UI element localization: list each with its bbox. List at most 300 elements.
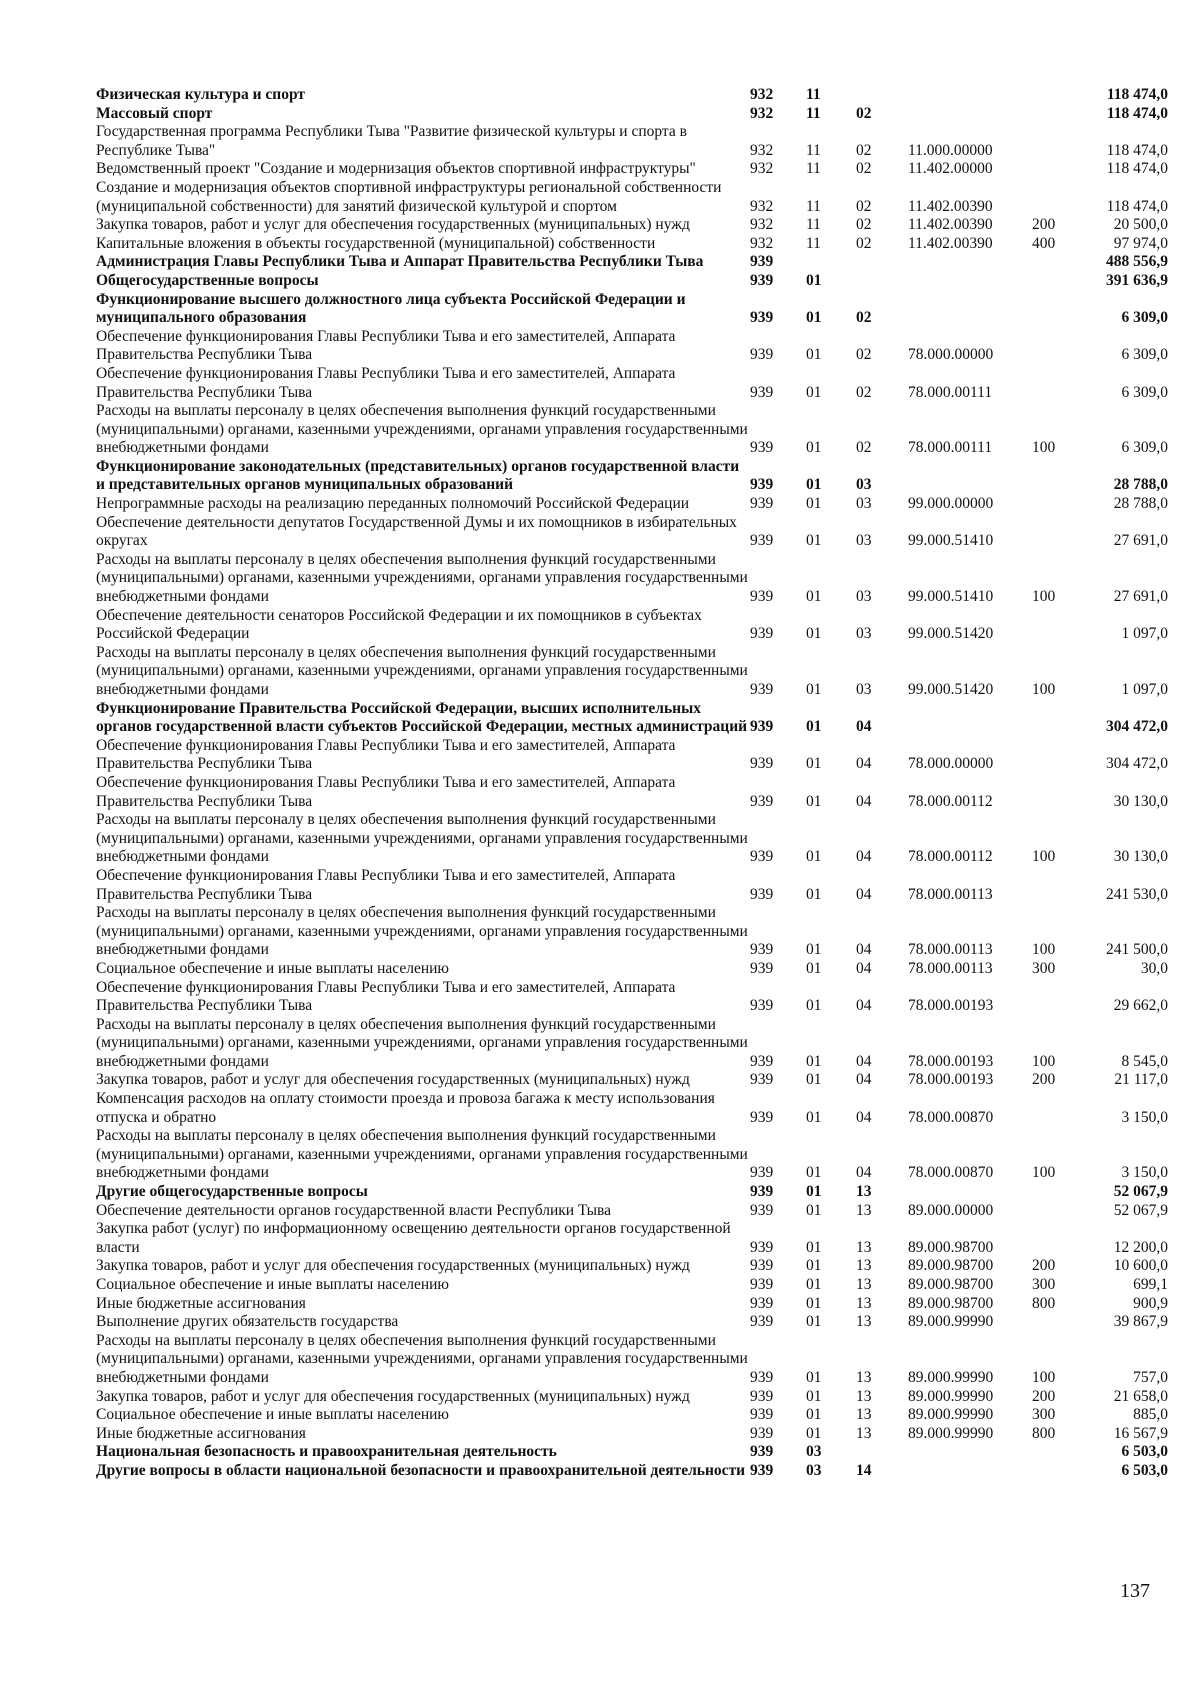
- subsection-code: 02: [856, 234, 872, 252]
- target-item-code: [908, 105, 1032, 124]
- amount: 27 691,0: [1113, 588, 1168, 606]
- subsection-code: 13: [856, 1183, 872, 1201]
- section-code: 01: [806, 681, 822, 698]
- amount: 52 067,9: [1113, 1201, 1168, 1219]
- expense-type-code: [1032, 365, 1092, 402]
- amount: 12 200,0: [1113, 1238, 1168, 1256]
- section-code: 01: [806, 346, 822, 364]
- dept-code: 939: [750, 309, 774, 327]
- amount: 118 474,0: [1106, 104, 1168, 122]
- amount: 118 474,0: [1106, 86, 1168, 103]
- amount: 6 503,0: [1121, 1443, 1168, 1461]
- expense-type-code: [1032, 253, 1092, 272]
- expense-type-code: 800: [1032, 1424, 1056, 1442]
- target-item-code: [908, 458, 1032, 495]
- row-name: Социальное обеспечение и иные выплаты населению: [96, 959, 450, 977]
- dept-code: 939: [750, 941, 774, 959]
- section-code: 11: [806, 234, 821, 252]
- table-row: [96, 1257, 1168, 1276]
- dept-code: 939: [750, 1052, 774, 1070]
- target-item-code: 78.000.00113: [908, 959, 993, 977]
- table-row: [96, 235, 1168, 254]
- dept-code: 939: [750, 1387, 774, 1405]
- target-item-code: 11.402.00390: [908, 197, 993, 215]
- target-item-code: 89.000.98700: [908, 1257, 994, 1275]
- expense-type-code: 300: [1032, 1406, 1056, 1424]
- table-row: [96, 774, 1168, 811]
- target-item-code: [908, 1183, 1032, 1202]
- dept-code: 939: [750, 588, 774, 606]
- dept-code: 939: [750, 1164, 774, 1182]
- table-row: [96, 402, 1168, 458]
- table-row: [96, 1183, 1168, 1202]
- table-row: [96, 960, 1168, 979]
- row-name: Выполнение других обязательств государства: [96, 1313, 399, 1331]
- subsection-code: 13: [856, 1201, 872, 1219]
- section-code: 01: [806, 1164, 822, 1182]
- table-row: [96, 607, 1168, 644]
- subsection-code: 02: [856, 346, 872, 364]
- dept-code: 939: [750, 532, 774, 550]
- amount: 6 309,0: [1121, 346, 1168, 364]
- row-name: Администрация Главы Республики Тыва и Аппарат Правительства Республики Тыва: [96, 253, 704, 271]
- amount: 8 545,0: [1121, 1052, 1168, 1070]
- dept-code: 939: [750, 1238, 774, 1256]
- expense-type-code: 100: [1032, 941, 1056, 959]
- section-code: 01: [806, 1183, 822, 1201]
- amount: 97 974,0: [1113, 234, 1168, 252]
- subsection-code: 04: [856, 885, 872, 903]
- table-row: [96, 495, 1168, 514]
- row-name: Капитальные вложения в объекты государственной (муниципальной) собственности: [96, 234, 656, 252]
- row-name: Функционирование Правительства Российской Федерации, высших исполнительных органов государственной власти субъектов Российской Федерации, местных администраций: [96, 699, 748, 736]
- table-row: [96, 458, 1168, 495]
- dept-code: 939: [750, 271, 774, 289]
- section-code: 01: [806, 1424, 822, 1442]
- target-item-code: 89.000.99990: [908, 1387, 994, 1405]
- row-name: Обеспечение функционирования Главы Республики Тыва и его заместителей, Аппарата Правительства Республики Тыва: [96, 736, 676, 773]
- target-item-code: 99.000.51420: [908, 625, 994, 643]
- table-row: [96, 1276, 1168, 1295]
- amount: 39 867,9: [1113, 1313, 1168, 1331]
- expense-type-code: [1032, 867, 1092, 904]
- table-row: [96, 514, 1168, 551]
- dept-code: 939: [750, 959, 774, 977]
- target-item-code: 99.000.51410: [908, 588, 994, 606]
- amount: 3 150,0: [1121, 1108, 1168, 1126]
- dept-code: 932: [750, 216, 774, 234]
- section-code: 01: [806, 1313, 822, 1331]
- subsection-code: 13: [856, 1238, 872, 1256]
- row-name: Расходы на выплаты персоналу в целях обеспечения выполнения функций государственными (муниципальными) органами, казенными учреждениями, органами управления государственными внебюджетными фондами: [96, 1331, 748, 1386]
- target-item-code: 78.000.00113: [908, 941, 993, 959]
- section-code: 01: [806, 941, 822, 959]
- dept-code: 939: [750, 1276, 774, 1293]
- table-row: [96, 811, 1168, 867]
- dept-code: 939: [750, 718, 774, 736]
- table-row: [96, 328, 1168, 365]
- subsection-code: 04: [856, 1108, 872, 1126]
- section-code: 01: [806, 997, 822, 1015]
- row-name: Обеспечение деятельности сенаторов Российской Федерации и их помощников в субъектах Российской Федерации: [96, 606, 702, 643]
- row-name: Другие общегосударственные вопросы: [96, 1183, 368, 1201]
- row-name: Обеспечение функционирования Главы Республики Тыва и его заместителей, Аппарата Правительства Республики Тыва: [96, 773, 676, 810]
- amount: 900,9: [1133, 1294, 1168, 1312]
- expense-type-code: 300: [1032, 959, 1056, 977]
- subsection-code: 13: [856, 1387, 872, 1405]
- table-row: [96, 272, 1168, 291]
- target-item-code: [908, 272, 1032, 291]
- row-name: Обеспечение функционирования Главы Республики Тыва и его заместителей, Аппарата Правительства Республики Тыва: [96, 327, 676, 364]
- expense-type-code: [1032, 179, 1092, 216]
- section-code: 01: [806, 1387, 822, 1405]
- target-item-code: 89.000.99990: [908, 1313, 994, 1331]
- expense-type-code: [1032, 291, 1092, 328]
- subsection-code: 04: [856, 755, 872, 773]
- dept-code: 939: [750, 346, 774, 364]
- amount: 10 600,0: [1113, 1257, 1168, 1275]
- row-name: Обеспечение функционирования Главы Республики Тыва и его заместителей, Аппарата Правительства Республики Тыва: [96, 978, 676, 1015]
- section-code: 01: [806, 1052, 822, 1070]
- amount: 30 130,0: [1113, 792, 1168, 810]
- subsection-code: 04: [856, 718, 872, 736]
- amount: 21 117,0: [1114, 1071, 1168, 1089]
- dept-code: 939: [750, 1257, 774, 1275]
- expense-type-code: [1032, 1462, 1092, 1481]
- row-name: Непрограммные расходы на реализацию переданных полномочий Российской Федерации: [96, 495, 690, 513]
- dept-code: 939: [750, 1071, 774, 1089]
- amount: 27 691,0: [1113, 532, 1168, 550]
- dept-code: 939: [750, 792, 774, 810]
- section-code: 01: [806, 625, 822, 643]
- dept-code: 939: [750, 1368, 774, 1386]
- budget-table: [96, 86, 1168, 1481]
- amount: 118 474,0: [1106, 197, 1168, 215]
- section-code: 01: [806, 792, 822, 810]
- section-code: [806, 253, 856, 272]
- table-row: [96, 365, 1168, 402]
- subsection-code: 04: [856, 1071, 872, 1089]
- table-row: [96, 1443, 1168, 1462]
- dept-code: 939: [750, 885, 774, 903]
- amount: 6 503,0: [1121, 1461, 1168, 1479]
- row-name: Расходы на выплаты персоналу в целях обеспечения выполнения функций государственными (муниципальными) органами, казенными учреждениями, органами управления государственными внебюджетными фондами: [96, 811, 748, 866]
- target-item-code: 11.402.00390: [908, 234, 993, 252]
- row-name: Закупка товаров, работ и услуг для обеспечения государственных (муниципальных) нужд: [96, 1257, 690, 1275]
- expense-type-code: [1032, 105, 1092, 124]
- section-code: 11: [806, 160, 821, 178]
- amount: 28 788,0: [1113, 495, 1168, 513]
- row-name: Обеспечение деятельности депутатов Государственной Думы и их помощников в избирательных округах: [96, 513, 737, 550]
- expense-type-code: 800: [1032, 1294, 1056, 1312]
- dept-code: 939: [750, 1461, 774, 1479]
- dept-code: 939: [750, 1406, 774, 1424]
- subsection-code: [856, 253, 908, 272]
- target-item-code: 11.402.00390: [908, 216, 993, 234]
- expense-type-code: 100: [1032, 1052, 1056, 1070]
- target-item-code: [908, 1462, 1032, 1481]
- expense-type-code: 100: [1032, 848, 1056, 866]
- section-code: 01: [806, 1257, 822, 1275]
- dept-code: 939: [750, 997, 774, 1015]
- amount: 118 474,0: [1106, 160, 1168, 178]
- table-row: [96, 1127, 1168, 1183]
- expense-type-code: [1032, 1443, 1092, 1462]
- amount: 16 567,9: [1113, 1424, 1168, 1442]
- row-name: Закупка товаров, работ и услуг для обеспечения государственных (муниципальных) нужд: [96, 1071, 690, 1089]
- table-row: [96, 1090, 1168, 1127]
- row-name: Социальное обеспечение и иные выплаты населению: [96, 1406, 450, 1424]
- amount: 20 500,0: [1113, 216, 1168, 234]
- subsection-code: 13: [856, 1294, 872, 1312]
- table-row: [96, 291, 1168, 328]
- section-code: 03: [806, 1443, 822, 1461]
- section-code: 01: [806, 588, 822, 606]
- target-item-code: [908, 700, 1032, 737]
- dept-code: 939: [750, 1313, 774, 1331]
- table-row: [96, 1202, 1168, 1221]
- row-name: Функционирование высшего должностного лица субъекта Российской Федерации и муниципального образования: [96, 290, 686, 327]
- subsection-code: [856, 272, 908, 291]
- target-item-code: 78.000.00193: [908, 1052, 994, 1070]
- amount: 241 500,0: [1106, 941, 1168, 959]
- subsection-code: 03: [856, 532, 872, 550]
- subsection-code: 14: [856, 1461, 872, 1479]
- amount: 391 636,9: [1106, 271, 1168, 289]
- section-code: 01: [806, 1276, 822, 1293]
- dept-code: 939: [750, 1443, 774, 1461]
- expense-type-code: [1032, 737, 1092, 774]
- amount: 699,1: [1133, 1276, 1168, 1293]
- section-code: 01: [806, 1368, 822, 1386]
- dept-code: 939: [750, 625, 774, 643]
- section-code: 01: [806, 1238, 822, 1256]
- expense-type-code: [1032, 1183, 1092, 1202]
- subsection-code: 13: [856, 1257, 872, 1275]
- expense-type-code: [1032, 979, 1092, 1016]
- expense-type-code: [1032, 328, 1092, 365]
- expense-type-code: 200: [1032, 1387, 1056, 1405]
- amount: 52 067,9: [1113, 1183, 1168, 1201]
- section-code: 01: [806, 1406, 822, 1424]
- subsection-code: 03: [856, 476, 872, 494]
- target-item-code: 89.000.99990: [908, 1424, 994, 1442]
- expense-type-code: [1032, 123, 1092, 160]
- row-name: Социальное обеспечение и иные выплаты населению: [96, 1276, 450, 1293]
- amount: 30 130,0: [1113, 848, 1168, 866]
- subsection-code: 02: [856, 104, 872, 122]
- subsection-code: 04: [856, 997, 872, 1015]
- expense-type-code: [1032, 495, 1092, 514]
- target-item-code: 78.000.00870: [908, 1164, 994, 1182]
- amount: 28 788,0: [1113, 476, 1168, 494]
- row-name: Другие вопросы в области национальной безопасности и правоохранительной деятельности: [96, 1461, 746, 1479]
- expense-type-code: [1032, 160, 1092, 179]
- dept-code: 932: [750, 234, 774, 252]
- row-name: Функционирование законодательных (представительных) органов государственной власти и представительных органов муниципальных образований: [96, 457, 740, 494]
- subsection-code: [856, 1443, 908, 1462]
- amount: 3 150,0: [1121, 1164, 1168, 1182]
- target-item-code: 11.402.00000: [908, 160, 993, 178]
- expense-type-code: 100: [1032, 439, 1056, 457]
- subsection-code: 13: [856, 1406, 872, 1424]
- table-row: [96, 700, 1168, 737]
- table-row: [96, 1220, 1168, 1257]
- amount: 30,0: [1140, 959, 1168, 977]
- table-row: [96, 1388, 1168, 1407]
- expense-type-code: 300: [1032, 1276, 1056, 1293]
- target-item-code: 99.000.51420: [908, 681, 994, 698]
- amount: 885,0: [1133, 1406, 1168, 1424]
- subsection-code: 03: [856, 681, 872, 698]
- target-item-code: 89.000.99990: [908, 1368, 994, 1386]
- amount: 118 474,0: [1106, 141, 1168, 159]
- dept-code: 939: [750, 1183, 774, 1201]
- row-name: Государственная программа Республики Тыва "Развитие физической культуры и спорта в Республике Тыва": [96, 123, 687, 159]
- section-code: 01: [806, 1108, 822, 1126]
- subsection-code: 03: [856, 625, 872, 643]
- expense-type-code: 200: [1032, 1257, 1056, 1275]
- target-item-code: 89.000.98700: [908, 1294, 994, 1312]
- subsection-code: 02: [856, 197, 872, 215]
- section-code: 01: [806, 271, 822, 289]
- row-name: Создание и модернизация объектов спортивной инфраструктуры региональной собственности (муниципальной собственности) для занятий физической культурой и спортом: [96, 178, 722, 215]
- subsection-code: 02: [856, 141, 872, 159]
- table-row: [96, 551, 1168, 607]
- budget-table-body: [96, 86, 1168, 1481]
- page-number: 137: [1120, 1580, 1150, 1602]
- table-row: [96, 105, 1168, 124]
- section-code: 11: [806, 141, 821, 159]
- amount: 241 530,0: [1106, 885, 1168, 903]
- target-item-code: 78.000.00113: [908, 885, 993, 903]
- table-row: [96, 1313, 1168, 1332]
- dept-code: 939: [750, 253, 774, 271]
- target-item-code: 78.000.00193: [908, 1071, 994, 1089]
- table-row: [96, 1332, 1168, 1388]
- target-item-code: 89.000.98700: [908, 1276, 994, 1293]
- target-item-code: 78.000.00111: [908, 383, 993, 401]
- expense-type-code: [1032, 1313, 1092, 1332]
- dept-code: 939: [750, 681, 774, 698]
- expense-type-code: [1032, 1220, 1092, 1257]
- target-item-code: [908, 291, 1032, 328]
- expense-type-code: [1032, 272, 1092, 291]
- table-row: [96, 253, 1168, 272]
- section-code: 01: [806, 532, 822, 550]
- subsection-code: 02: [856, 439, 872, 457]
- table-row: [96, 1071, 1168, 1090]
- table-row: [96, 867, 1168, 904]
- row-name: Расходы на выплаты персоналу в целях обеспечения выполнения функций государственными (муниципальными) органами, казенными учреждениями, органами управления государственными внебюджетными фондами: [96, 1127, 748, 1182]
- row-name: Расходы на выплаты персоналу в целях обеспечения выполнения функций государственными (муниципальными) органами, казенными учреждениями, органами управления государственными внебюджетными фондами: [96, 1015, 748, 1070]
- row-name: Иные бюджетные ассигнования: [96, 1424, 306, 1442]
- table-row: [96, 1462, 1168, 1481]
- target-item-code: [908, 253, 1032, 272]
- subsection-code: 03: [856, 495, 872, 513]
- table-row: [96, 86, 1168, 105]
- table-row: [96, 123, 1168, 160]
- row-name: Физическая культура и спорт: [96, 86, 305, 103]
- target-item-code: 11.000.00000: [908, 141, 993, 159]
- subsection-code: 02: [856, 309, 872, 327]
- section-code: 01: [806, 885, 822, 903]
- subsection-code: 02: [856, 383, 872, 401]
- subsection-code: 04: [856, 1164, 872, 1182]
- amount: 1 097,0: [1121, 681, 1168, 698]
- subsection-code: 04: [856, 959, 872, 977]
- table-row: [96, 1425, 1168, 1444]
- table-row: [96, 216, 1168, 235]
- expense-type-code: [1032, 1090, 1092, 1127]
- dept-code: 939: [750, 1294, 774, 1312]
- table-row: [96, 737, 1168, 774]
- dept-code: 932: [750, 160, 774, 178]
- row-name: Расходы на выплаты персоналу в целях обеспечения выполнения функций государственными (муниципальными) органами, казенными учреждениями, органами управления государственными внебюджетными фондами: [96, 643, 748, 698]
- row-name: Расходы на выплаты персоналу в целях обеспечения выполнения функций государственными (муниципальными) органами, казенными учреждениями, органами управления государственными внебюджетными фондами: [96, 904, 748, 959]
- target-item-code: 78.000.00112: [908, 792, 993, 810]
- amount: 6 309,0: [1121, 309, 1168, 327]
- dept-code: 932: [750, 86, 774, 103]
- dept-code: 939: [750, 755, 774, 773]
- expense-type-code: 400: [1032, 234, 1056, 252]
- table-row: [96, 644, 1168, 700]
- dept-code: 939: [750, 1201, 774, 1219]
- row-name: Общегосударственные вопросы: [96, 271, 319, 289]
- section-code: 03: [806, 1461, 822, 1479]
- target-item-code: [908, 86, 1032, 105]
- amount: 6 309,0: [1121, 383, 1168, 401]
- expense-type-code: 100: [1032, 1164, 1056, 1182]
- section-code: 11: [806, 86, 821, 103]
- amount: 6 309,0: [1121, 439, 1168, 457]
- section-code: 01: [806, 718, 822, 736]
- target-item-code: 78.000.00000: [908, 755, 994, 773]
- subsection-code: 13: [856, 1424, 872, 1442]
- row-name: Закупка товаров, работ и услуг для обеспечения государственных (муниципальных) нужд: [96, 216, 690, 234]
- subsection-code: 04: [856, 792, 872, 810]
- section-code: 01: [806, 495, 822, 513]
- row-name: Обеспечение функционирования Главы Республики Тыва и его заместителей, Аппарата Правительства Республики Тыва: [96, 364, 676, 401]
- dept-code: 939: [750, 1424, 774, 1442]
- target-item-code: 89.000.00000: [908, 1201, 994, 1219]
- expense-type-code: [1032, 458, 1092, 495]
- section-code: 11: [806, 104, 821, 122]
- section-code: 01: [806, 755, 822, 773]
- dept-code: 932: [750, 197, 774, 215]
- table-row: [96, 1295, 1168, 1314]
- subsection-code: 13: [856, 1276, 872, 1293]
- target-item-code: 78.000.00870: [908, 1108, 994, 1126]
- row-name: Компенсация расходов на оплату стоимости проезда и провоза багажа к месту использования отпуска и обратно: [96, 1090, 715, 1126]
- dept-code: 932: [750, 141, 774, 159]
- subsection-code: [856, 86, 908, 105]
- row-name: Закупка товаров, работ и услуг для обеспечения государственных (муниципальных) нужд: [96, 1387, 690, 1405]
- subsection-code: 04: [856, 941, 872, 959]
- section-code: 01: [806, 848, 822, 866]
- section-code: 01: [806, 476, 822, 494]
- row-name: Закупка работ (услуг) по информационному освещению деятельности органов государственной власти: [96, 1220, 731, 1256]
- expense-type-code: [1032, 86, 1092, 105]
- amount: 29 662,0: [1113, 997, 1168, 1015]
- dept-code: 939: [750, 439, 774, 457]
- dept-code: 939: [750, 476, 774, 494]
- section-code: 01: [806, 1071, 822, 1089]
- expense-type-code: [1032, 514, 1092, 551]
- table-row: [96, 1406, 1168, 1425]
- subsection-code: 02: [856, 160, 872, 178]
- section-code: 01: [806, 383, 822, 401]
